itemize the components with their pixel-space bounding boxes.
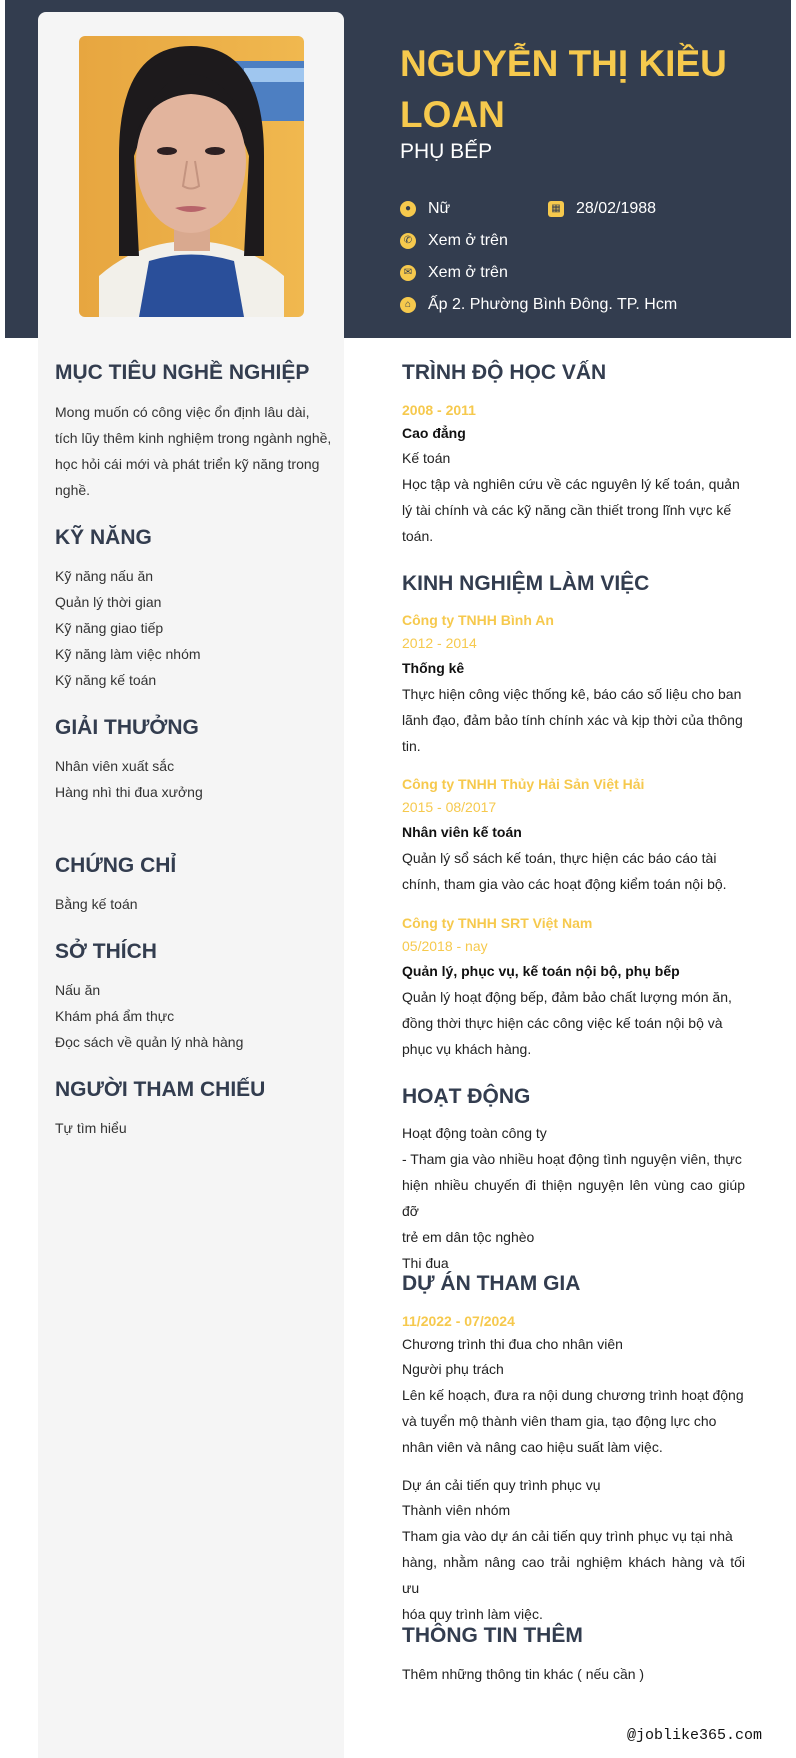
project-role: Thành viên nhóm [402,1502,511,1518]
description-line: Thực hiện công việc thống kê, báo cáo số liệu cho ban [402,686,742,702]
certificate-item: Bằng kế toán [55,896,138,912]
job-role: Thống kê [402,660,465,676]
description-line: lý tài chính và các kỹ năng cần thiết trong lĩnh vực kế [402,502,732,518]
profile-photo [79,36,304,317]
description-line: tin. [402,738,421,754]
phone-row [400,232,508,250]
description-line: Tham gia vào dự án cải tiến quy trình phục vụ tại nhà [402,1528,733,1544]
job-company: Công ty TNHH SRT Việt Nam [402,915,593,931]
project-period: 11/2022 - 07/2024 [402,1313,515,1329]
activities-title: HOẠT ĐỘNG [402,1085,531,1108]
activity-line: hiện nhiều chuyến đi thiện nguyện lên vùng cao giúp đỡ [402,1177,745,1219]
activity-line: Thi đua [402,1255,449,1271]
gender-value: Nữ [428,200,451,217]
user-icon: ● [400,201,416,217]
project-role: Người phụ trách [402,1361,504,1377]
award-item: Nhân viên xuất sắc [55,758,175,774]
experience-title: KINH NGHIỆM LÀM VIỆC [402,572,650,595]
project-description [402,1523,745,1627]
activity-line: trẻ em dân tộc nghèo [402,1229,535,1245]
job-period: 05/2018 - nay [402,938,488,954]
more-info-text: Thêm những thông tin khác ( nếu cần ) [402,1666,645,1682]
skill-item: Kỹ năng nấu ăn [55,568,154,584]
education-degree: Cao đẳng [402,425,466,441]
job-company: Công ty TNHH Thủy Hải Sản Việt Hải [402,776,645,792]
project-description [402,1382,745,1460]
address-row [400,296,677,314]
projects-title: DỰ ÁN THAM GIA [402,1272,581,1295]
reference-item: Tự tìm hiểu [55,1120,127,1136]
project-name: Dự án cải tiến quy trình phục vụ [402,1477,601,1493]
description-line: lãnh đạo, đảm bảo tính chính xác và kịp thời của thông [402,712,743,728]
objective-title: MỤC TIÊU NGHỀ NGHIỆP [55,361,310,384]
skill-item: Kỹ năng làm việc nhóm [55,646,201,662]
description-line: Học tập và nghiên cứu về các nguyên lý kế toán, quản [402,476,740,492]
phone-value: Xem ở trên [428,232,508,249]
description-line: hàng, nhằm nâng cao trải nghiệm khách hàng và tối ưu [402,1554,745,1596]
skill-item: Kỹ năng giao tiếp [55,620,164,636]
objective-line: Mong muốn có công việc ổn định lâu dài, [55,404,310,420]
job-period: 2015 - 08/2017 [402,799,497,815]
references-title: NGƯỜI THAM CHIẾU [55,1078,266,1101]
skill-item: Quản lý thời gian [55,594,162,610]
birthdate-value: 28/02/1988 [576,200,657,217]
objective-line: tích lũy thêm kinh nghiệm trong ngành nghề, [55,430,332,446]
address-value: Ấp 2. Phường Bình Đông. TP. Hcm [428,296,678,313]
objective-line: nghề. [55,482,91,498]
description-line: hóa quy trình làm việc. [402,1606,543,1622]
hobby-item: Đọc sách về quản lý nhà hàng [55,1034,244,1050]
project-name: Chương trình thi đua cho nhân viên [402,1336,623,1352]
description-line: và tuyển mộ thành viên tham gia, tạo động lực cho [402,1413,717,1429]
job-description [402,984,745,1062]
description-line: Quản lý sổ sách kế toán, thực hiện các báo cáo tài [402,850,717,866]
description-line: phục vụ khách hàng. [402,1041,532,1057]
birthdate-row [548,200,656,218]
candidate-name: NGUYỄN THỊ KIỀU LOAN [400,43,727,135]
education-description [402,471,745,549]
description-line: Quản lý hoạt động bếp, đảm bảo chất lượng món ăn, [402,989,732,1005]
education-period: 2008 - 2011 [402,402,476,418]
phone-icon: ✆ [400,233,416,249]
activities-description [402,1120,745,1276]
hobby-item: Nấu ăn [55,982,101,998]
job-company: Công ty TNHH Bình An [402,612,554,628]
more-info-title: THÔNG TIN THÊM [402,1624,583,1647]
job-role: Nhân viên kế toán [402,824,522,840]
description-line: chính, tham gia vào các hoạt động kiểm toán nội bộ. [402,876,727,892]
description-line: Lên kế hoạch, đưa ra nội dung chương trình hoạt động [402,1387,744,1403]
description-line: nhân viên và nâng cao hiệu suất làm việc. [402,1439,663,1455]
job-description [402,845,745,897]
watermark: @joblike365.com [627,1727,763,1744]
objective-text [55,399,332,503]
description-line: toán. [402,528,434,544]
skills-title: KỸ NĂNG [55,526,152,549]
award-item: Hàng nhì thi đua xưởng [55,784,203,800]
awards-title: GIẢI THƯỞNG [55,716,199,739]
job-description [402,681,745,759]
education-title: TRÌNH ĐỘ HỌC VẤN [402,361,607,384]
certificates-title: CHỨNG CHỈ [55,854,177,877]
activity-line: - Tham gia vào nhiều hoạt động tình nguyện viên, thực [402,1151,742,1167]
hobby-item: Khám phá ẩm thực [55,1008,175,1024]
gender-row [400,200,450,218]
hobbies-title: SỞ THÍCH [55,940,157,963]
skill-item: Kỹ năng kế toán [55,672,157,688]
calendar-icon: ▦ [548,201,564,217]
activity-line: Hoạt động toàn công ty [402,1125,547,1141]
job-role: Quản lý, phục vụ, kế toán nội bộ, phụ bếp [402,963,680,979]
job-period: 2012 - 2014 [402,635,477,651]
job-title: PHỤ BẾP [400,140,493,163]
home-icon: ⌂ [400,297,416,313]
email-icon: ✉ [400,265,416,281]
email-row [400,264,508,282]
email-value: Xem ở trên [428,264,508,281]
education-major: Kế toán [402,450,451,466]
description-line: đồng thời thực hiện các công việc kế toán nội bộ và [402,1015,723,1031]
objective-line: học hỏi cái mới và phát triển kỹ năng trong [55,456,320,472]
